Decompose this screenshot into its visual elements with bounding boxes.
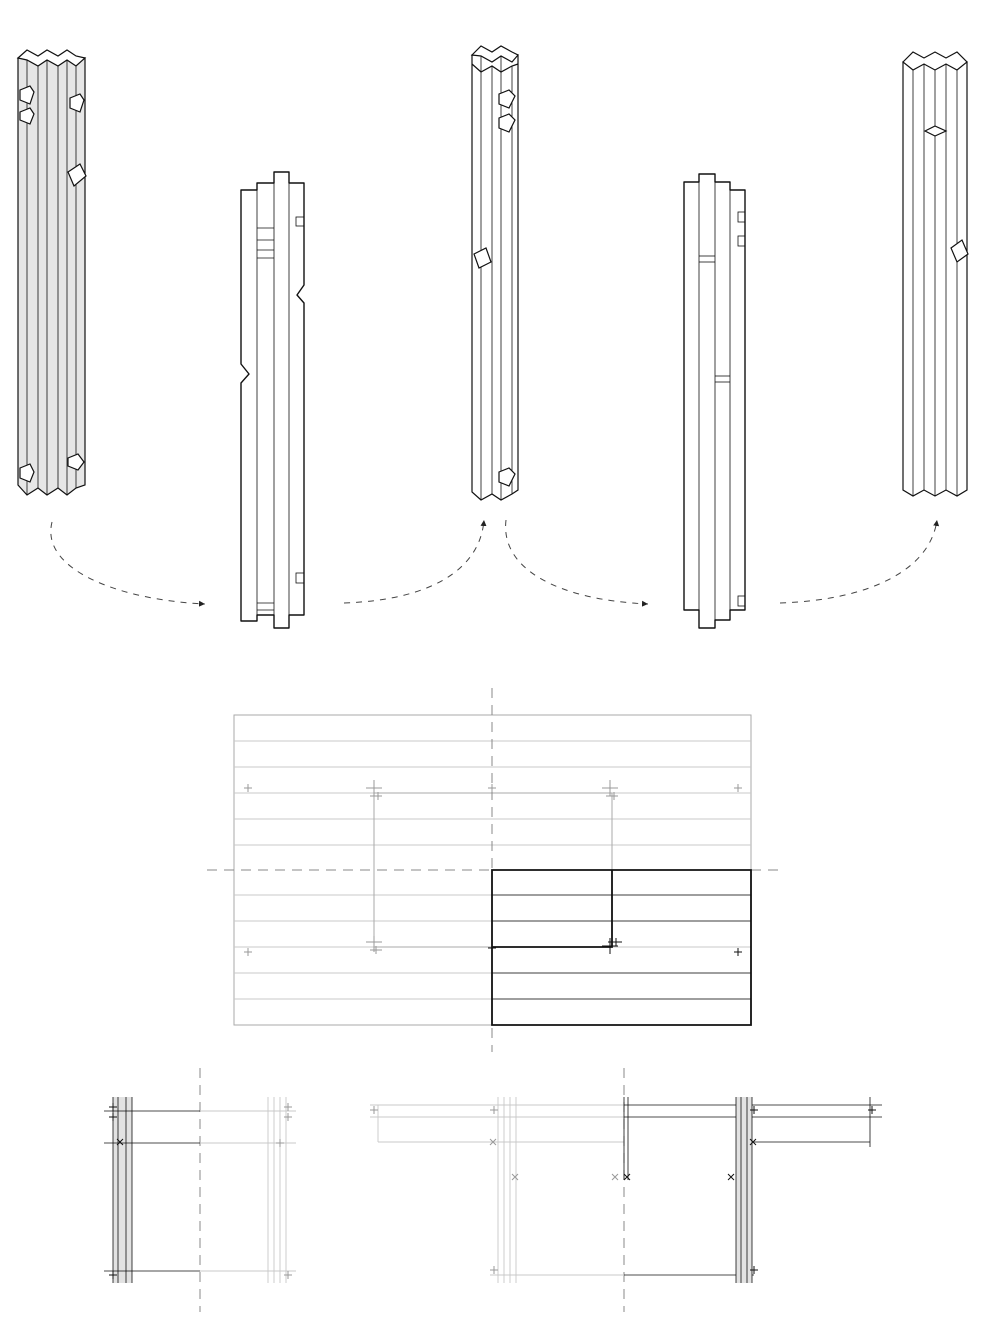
elevation-member-2 <box>241 172 304 628</box>
arrow-4-to-5 <box>780 520 937 603</box>
isometric-post-3 <box>472 46 518 500</box>
arrow-2-to-3 <box>344 520 484 603</box>
isometric-post-1 <box>18 50 86 495</box>
arrow-1-to-2 <box>51 522 205 604</box>
isometric-post-5 <box>903 52 968 496</box>
sequence-arrows <box>51 520 937 604</box>
plan-detail-left <box>104 1068 296 1312</box>
arrow-3-to-4 <box>506 520 648 604</box>
plan-detail-right <box>370 1068 882 1312</box>
plan-grid <box>207 688 778 1052</box>
elevation-member-4 <box>684 174 745 628</box>
